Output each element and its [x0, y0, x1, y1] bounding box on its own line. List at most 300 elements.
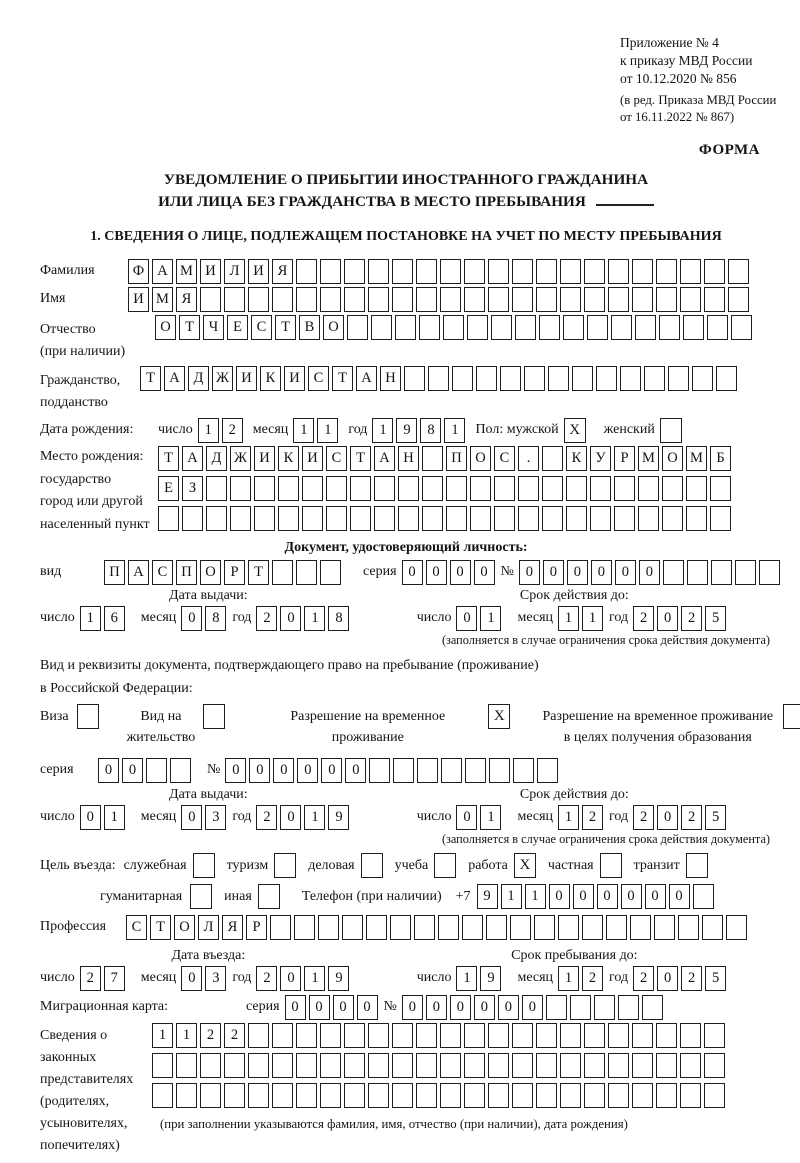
char-cell[interactable]: [656, 1083, 677, 1108]
char-cell[interactable]: [692, 366, 713, 391]
char-cell[interactable]: [182, 506, 203, 531]
char-cell[interactable]: [320, 287, 341, 312]
char-cell[interactable]: [158, 506, 179, 531]
char-cell[interactable]: [302, 476, 323, 501]
char-cell[interactable]: 0: [285, 995, 306, 1020]
char-cell[interactable]: 9: [328, 966, 349, 991]
char-cell[interactable]: 0: [249, 758, 270, 783]
char-cell[interactable]: [369, 758, 390, 783]
char-cell[interactable]: [656, 259, 677, 284]
char-cell[interactable]: [152, 1083, 173, 1108]
char-cell[interactable]: [398, 476, 419, 501]
char-cell[interactable]: [320, 1053, 341, 1078]
char-cell[interactable]: [464, 259, 485, 284]
char-cell[interactable]: [566, 476, 587, 501]
char-cell[interactable]: [728, 259, 749, 284]
char-cell[interactable]: 9: [477, 884, 498, 909]
char-cell[interactable]: А: [164, 366, 185, 391]
char-cell[interactable]: [488, 1083, 509, 1108]
char-cell[interactable]: О: [174, 915, 195, 940]
char-cell[interactable]: [512, 1083, 533, 1108]
char-cell[interactable]: 0: [402, 560, 423, 585]
char-cell[interactable]: И: [248, 259, 269, 284]
char-cell[interactable]: 3: [205, 966, 226, 991]
char-cell[interactable]: 0: [669, 884, 690, 909]
char-cell[interactable]: С: [494, 446, 515, 471]
char-cell[interactable]: [584, 259, 605, 284]
char-cell[interactable]: [716, 366, 737, 391]
char-cell[interactable]: Т: [350, 446, 371, 471]
char-cell[interactable]: [254, 476, 275, 501]
char-cell[interactable]: [296, 1053, 317, 1078]
char-cell[interactable]: [512, 259, 533, 284]
char-cell[interactable]: 2: [256, 966, 277, 991]
char-cell[interactable]: [560, 1023, 581, 1048]
char-cell[interactable]: [566, 506, 587, 531]
char-cell[interactable]: [272, 560, 293, 585]
char-cell[interactable]: О: [323, 315, 344, 340]
char-cell[interactable]: Н: [380, 366, 401, 391]
char-cell[interactable]: [398, 506, 419, 531]
char-cell[interactable]: [620, 366, 641, 391]
char-cell[interactable]: Ж: [212, 366, 233, 391]
purpose-business-checkbox[interactable]: [193, 853, 215, 878]
char-cell[interactable]: [638, 476, 659, 501]
char-cell[interactable]: С: [152, 560, 173, 585]
char-cell[interactable]: [390, 915, 411, 940]
char-cell[interactable]: 9: [328, 805, 349, 830]
visa-checkbox[interactable]: [77, 704, 99, 729]
char-cell[interactable]: [524, 366, 545, 391]
char-cell[interactable]: 0: [645, 884, 666, 909]
char-cell[interactable]: [272, 1023, 293, 1048]
char-cell[interactable]: [656, 1053, 677, 1078]
char-cell[interactable]: [537, 758, 558, 783]
char-cell[interactable]: [278, 476, 299, 501]
char-cell[interactable]: [687, 560, 708, 585]
char-cell[interactable]: Т: [332, 366, 353, 391]
char-cell[interactable]: 8: [205, 606, 226, 631]
char-cell[interactable]: [494, 476, 515, 501]
char-cell[interactable]: 0: [450, 560, 471, 585]
char-cell[interactable]: 8: [420, 418, 441, 443]
char-cell[interactable]: [632, 259, 653, 284]
char-cell[interactable]: 1: [558, 606, 579, 631]
char-cell[interactable]: [500, 366, 521, 391]
char-cell[interactable]: 0: [543, 560, 564, 585]
char-cell[interactable]: М: [686, 446, 707, 471]
char-cell[interactable]: [582, 915, 603, 940]
char-cell[interactable]: [513, 758, 534, 783]
char-cell[interactable]: 0: [498, 995, 519, 1020]
char-cell[interactable]: [374, 476, 395, 501]
char-cell[interactable]: 2: [256, 805, 277, 830]
char-cell[interactable]: П: [446, 446, 467, 471]
char-cell[interactable]: [726, 915, 747, 940]
char-cell[interactable]: 1: [525, 884, 546, 909]
char-cell[interactable]: 8: [328, 606, 349, 631]
char-cell[interactable]: 0: [426, 995, 447, 1020]
char-cell[interactable]: К: [278, 446, 299, 471]
char-cell[interactable]: 1: [558, 805, 579, 830]
char-cell[interactable]: 0: [402, 995, 423, 1020]
char-cell[interactable]: 1: [480, 805, 501, 830]
char-cell[interactable]: [710, 476, 731, 501]
char-cell[interactable]: 0: [456, 606, 477, 631]
char-cell[interactable]: [594, 995, 615, 1020]
char-cell[interactable]: [693, 884, 714, 909]
char-cell[interactable]: [476, 366, 497, 391]
char-cell[interactable]: [606, 915, 627, 940]
char-cell[interactable]: [632, 287, 653, 312]
char-cell[interactable]: [539, 315, 560, 340]
char-cell[interactable]: [326, 506, 347, 531]
char-cell[interactable]: 6: [104, 606, 125, 631]
char-cell[interactable]: [393, 758, 414, 783]
char-cell[interactable]: 0: [333, 995, 354, 1020]
char-cell[interactable]: [536, 1023, 557, 1048]
char-cell[interactable]: 1: [304, 805, 325, 830]
char-cell[interactable]: 0: [280, 606, 301, 631]
char-cell[interactable]: 1: [582, 606, 603, 631]
char-cell[interactable]: [536, 259, 557, 284]
char-cell[interactable]: [486, 915, 507, 940]
purpose-commercial-checkbox[interactable]: [361, 853, 383, 878]
char-cell[interactable]: [704, 259, 725, 284]
char-cell[interactable]: [422, 476, 443, 501]
char-cell[interactable]: 0: [567, 560, 588, 585]
char-cell[interactable]: З: [182, 476, 203, 501]
char-cell[interactable]: 1: [480, 606, 501, 631]
char-cell[interactable]: [392, 287, 413, 312]
char-cell[interactable]: [320, 259, 341, 284]
char-cell[interactable]: 2: [582, 805, 603, 830]
char-cell[interactable]: 0: [591, 560, 612, 585]
char-cell[interactable]: [441, 758, 462, 783]
char-cell[interactable]: [656, 1023, 677, 1048]
sex-male-checkbox[interactable]: X: [564, 418, 586, 443]
char-cell[interactable]: 2: [582, 966, 603, 991]
char-cell[interactable]: [248, 1083, 269, 1108]
char-cell[interactable]: 0: [621, 884, 642, 909]
char-cell[interactable]: 0: [273, 758, 294, 783]
char-cell[interactable]: К: [260, 366, 281, 391]
char-cell[interactable]: [542, 506, 563, 531]
char-cell[interactable]: 2: [681, 805, 702, 830]
char-cell[interactable]: [302, 506, 323, 531]
char-cell[interactable]: 0: [297, 758, 318, 783]
char-cell[interactable]: [419, 315, 440, 340]
char-cell[interactable]: [662, 476, 683, 501]
char-cell[interactable]: [632, 1023, 653, 1048]
char-cell[interactable]: 0: [450, 995, 471, 1020]
char-cell[interactable]: [366, 915, 387, 940]
char-cell[interactable]: [443, 315, 464, 340]
purpose-transit-checkbox[interactable]: [686, 853, 708, 878]
char-cell[interactable]: [368, 1083, 389, 1108]
char-cell[interactable]: Ч: [203, 315, 224, 340]
char-cell[interactable]: [464, 287, 485, 312]
char-cell[interactable]: Т: [140, 366, 161, 391]
char-cell[interactable]: [584, 287, 605, 312]
char-cell[interactable]: [350, 476, 371, 501]
temp-permit-checkbox[interactable]: X: [488, 704, 510, 729]
char-cell[interactable]: [392, 259, 413, 284]
char-cell[interactable]: Т: [158, 446, 179, 471]
char-cell[interactable]: 0: [98, 758, 119, 783]
char-cell[interactable]: [344, 259, 365, 284]
char-cell[interactable]: С: [308, 366, 329, 391]
char-cell[interactable]: [518, 476, 539, 501]
char-cell[interactable]: Я: [272, 259, 293, 284]
char-cell[interactable]: [176, 1083, 197, 1108]
char-cell[interactable]: [344, 1083, 365, 1108]
char-cell[interactable]: 5: [705, 966, 726, 991]
char-cell[interactable]: 0: [426, 560, 447, 585]
char-cell[interactable]: 2: [633, 805, 654, 830]
char-cell[interactable]: 0: [474, 995, 495, 1020]
char-cell[interactable]: [371, 315, 392, 340]
char-cell[interactable]: [683, 315, 704, 340]
char-cell[interactable]: И: [236, 366, 257, 391]
char-cell[interactable]: [200, 1053, 221, 1078]
char-cell[interactable]: [428, 366, 449, 391]
char-cell[interactable]: [608, 1053, 629, 1078]
char-cell[interactable]: 1: [293, 418, 314, 443]
char-cell[interactable]: 0: [309, 995, 330, 1020]
char-cell[interactable]: [224, 287, 245, 312]
char-cell[interactable]: [560, 287, 581, 312]
char-cell[interactable]: О: [200, 560, 221, 585]
char-cell[interactable]: [488, 1023, 509, 1048]
char-cell[interactable]: [546, 995, 567, 1020]
char-cell[interactable]: [248, 1023, 269, 1048]
char-cell[interactable]: [440, 1053, 461, 1078]
char-cell[interactable]: [735, 560, 756, 585]
char-cell[interactable]: 0: [181, 805, 202, 830]
char-cell[interactable]: И: [200, 259, 221, 284]
char-cell[interactable]: [686, 476, 707, 501]
char-cell[interactable]: К: [566, 446, 587, 471]
char-cell[interactable]: [464, 1023, 485, 1048]
char-cell[interactable]: [368, 1023, 389, 1048]
char-cell[interactable]: [296, 1023, 317, 1048]
char-cell[interactable]: 0: [122, 758, 143, 783]
char-cell[interactable]: [326, 476, 347, 501]
purpose-work-checkbox[interactable]: X: [514, 853, 536, 878]
char-cell[interactable]: [272, 1083, 293, 1108]
char-cell[interactable]: [146, 758, 167, 783]
char-cell[interactable]: [590, 506, 611, 531]
char-cell[interactable]: 1: [152, 1023, 173, 1048]
char-cell[interactable]: [440, 287, 461, 312]
char-cell[interactable]: 9: [396, 418, 417, 443]
char-cell[interactable]: М: [152, 287, 173, 312]
char-cell[interactable]: 1: [317, 418, 338, 443]
char-cell[interactable]: Л: [224, 259, 245, 284]
char-cell[interactable]: 0: [225, 758, 246, 783]
purpose-tourism-checkbox[interactable]: [274, 853, 296, 878]
char-cell[interactable]: [368, 287, 389, 312]
char-cell[interactable]: [632, 1053, 653, 1078]
char-cell[interactable]: 0: [597, 884, 618, 909]
char-cell[interactable]: 0: [549, 884, 570, 909]
char-cell[interactable]: И: [302, 446, 323, 471]
char-cell[interactable]: Я: [222, 915, 243, 940]
char-cell[interactable]: [659, 315, 680, 340]
char-cell[interactable]: [707, 315, 728, 340]
char-cell[interactable]: [272, 287, 293, 312]
char-cell[interactable]: О: [662, 446, 683, 471]
char-cell[interactable]: М: [638, 446, 659, 471]
char-cell[interactable]: [560, 1083, 581, 1108]
char-cell[interactable]: [467, 315, 488, 340]
char-cell[interactable]: 1: [456, 966, 477, 991]
char-cell[interactable]: [711, 560, 732, 585]
char-cell[interactable]: 0: [474, 560, 495, 585]
residence-permit-checkbox[interactable]: [203, 704, 225, 729]
char-cell[interactable]: [462, 915, 483, 940]
char-cell[interactable]: 2: [80, 966, 101, 991]
char-cell[interactable]: [614, 506, 635, 531]
char-cell[interactable]: [656, 287, 677, 312]
char-cell[interactable]: 0: [615, 560, 636, 585]
char-cell[interactable]: 0: [519, 560, 540, 585]
char-cell[interactable]: .: [518, 446, 539, 471]
char-cell[interactable]: [534, 915, 555, 940]
char-cell[interactable]: 0: [573, 884, 594, 909]
char-cell[interactable]: [680, 1083, 701, 1108]
char-cell[interactable]: [152, 1053, 173, 1078]
char-cell[interactable]: [728, 287, 749, 312]
char-cell[interactable]: Д: [206, 446, 227, 471]
char-cell[interactable]: [254, 506, 275, 531]
char-cell[interactable]: 1: [304, 606, 325, 631]
char-cell[interactable]: Б: [710, 446, 731, 471]
char-cell[interactable]: Р: [246, 915, 267, 940]
char-cell[interactable]: И: [284, 366, 305, 391]
char-cell[interactable]: [618, 995, 639, 1020]
purpose-humanitarian-checkbox[interactable]: [190, 884, 212, 909]
char-cell[interactable]: 0: [456, 805, 477, 830]
char-cell[interactable]: Р: [224, 560, 245, 585]
char-cell[interactable]: [344, 1053, 365, 1078]
char-cell[interactable]: М: [176, 259, 197, 284]
char-cell[interactable]: [296, 560, 317, 585]
char-cell[interactable]: 1: [198, 418, 219, 443]
char-cell[interactable]: [404, 366, 425, 391]
char-cell[interactable]: 0: [657, 966, 678, 991]
char-cell[interactable]: [704, 1053, 725, 1078]
char-cell[interactable]: 0: [657, 606, 678, 631]
char-cell[interactable]: [558, 915, 579, 940]
char-cell[interactable]: [638, 506, 659, 531]
char-cell[interactable]: [510, 915, 531, 940]
char-cell[interactable]: [416, 259, 437, 284]
char-cell[interactable]: [731, 315, 752, 340]
char-cell[interactable]: [200, 287, 221, 312]
char-cell[interactable]: 1: [176, 1023, 197, 1048]
char-cell[interactable]: 0: [345, 758, 366, 783]
char-cell[interactable]: [536, 1053, 557, 1078]
char-cell[interactable]: [654, 915, 675, 940]
char-cell[interactable]: А: [152, 259, 173, 284]
char-cell[interactable]: [548, 366, 569, 391]
char-cell[interactable]: [248, 1053, 269, 1078]
char-cell[interactable]: [512, 1023, 533, 1048]
char-cell[interactable]: [488, 259, 509, 284]
char-cell[interactable]: [570, 995, 591, 1020]
char-cell[interactable]: [416, 287, 437, 312]
char-cell[interactable]: 0: [657, 805, 678, 830]
char-cell[interactable]: 1: [372, 418, 393, 443]
char-cell[interactable]: [320, 560, 341, 585]
char-cell[interactable]: [320, 1023, 341, 1048]
char-cell[interactable]: Н: [398, 446, 419, 471]
char-cell[interactable]: У: [590, 446, 611, 471]
char-cell[interactable]: Д: [188, 366, 209, 391]
char-cell[interactable]: 1: [104, 805, 125, 830]
char-cell[interactable]: [560, 259, 581, 284]
char-cell[interactable]: [704, 1083, 725, 1108]
char-cell[interactable]: Ф: [128, 259, 149, 284]
char-cell[interactable]: [344, 1023, 365, 1048]
sex-female-checkbox[interactable]: [660, 418, 682, 443]
char-cell[interactable]: [572, 366, 593, 391]
char-cell[interactable]: [710, 506, 731, 531]
char-cell[interactable]: [515, 315, 536, 340]
char-cell[interactable]: [488, 1053, 509, 1078]
char-cell[interactable]: О: [155, 315, 176, 340]
char-cell[interactable]: [344, 287, 365, 312]
char-cell[interactable]: Т: [150, 915, 171, 940]
char-cell[interactable]: [596, 366, 617, 391]
char-cell[interactable]: С: [251, 315, 272, 340]
char-cell[interactable]: 2: [633, 606, 654, 631]
char-cell[interactable]: Л: [198, 915, 219, 940]
char-cell[interactable]: [608, 1023, 629, 1048]
char-cell[interactable]: О: [470, 446, 491, 471]
char-cell[interactable]: [320, 1083, 341, 1108]
purpose-study-checkbox[interactable]: [434, 853, 456, 878]
char-cell[interactable]: Т: [275, 315, 296, 340]
char-cell[interactable]: [200, 1083, 221, 1108]
char-cell[interactable]: [663, 560, 684, 585]
char-cell[interactable]: 2: [681, 966, 702, 991]
char-cell[interactable]: [452, 366, 473, 391]
char-cell[interactable]: [417, 758, 438, 783]
char-cell[interactable]: 2: [224, 1023, 245, 1048]
char-cell[interactable]: [294, 915, 315, 940]
char-cell[interactable]: [686, 506, 707, 531]
char-cell[interactable]: 2: [222, 418, 243, 443]
char-cell[interactable]: 2: [256, 606, 277, 631]
char-cell[interactable]: [759, 560, 780, 585]
char-cell[interactable]: [465, 758, 486, 783]
char-cell[interactable]: [416, 1053, 437, 1078]
char-cell[interactable]: [342, 915, 363, 940]
char-cell[interactable]: [614, 476, 635, 501]
char-cell[interactable]: [464, 1083, 485, 1108]
char-cell[interactable]: [662, 506, 683, 531]
char-cell[interactable]: Т: [179, 315, 200, 340]
char-cell[interactable]: [642, 995, 663, 1020]
char-cell[interactable]: [702, 915, 723, 940]
char-cell[interactable]: [296, 1083, 317, 1108]
char-cell[interactable]: [224, 1053, 245, 1078]
char-cell[interactable]: 0: [181, 606, 202, 631]
char-cell[interactable]: [368, 1053, 389, 1078]
